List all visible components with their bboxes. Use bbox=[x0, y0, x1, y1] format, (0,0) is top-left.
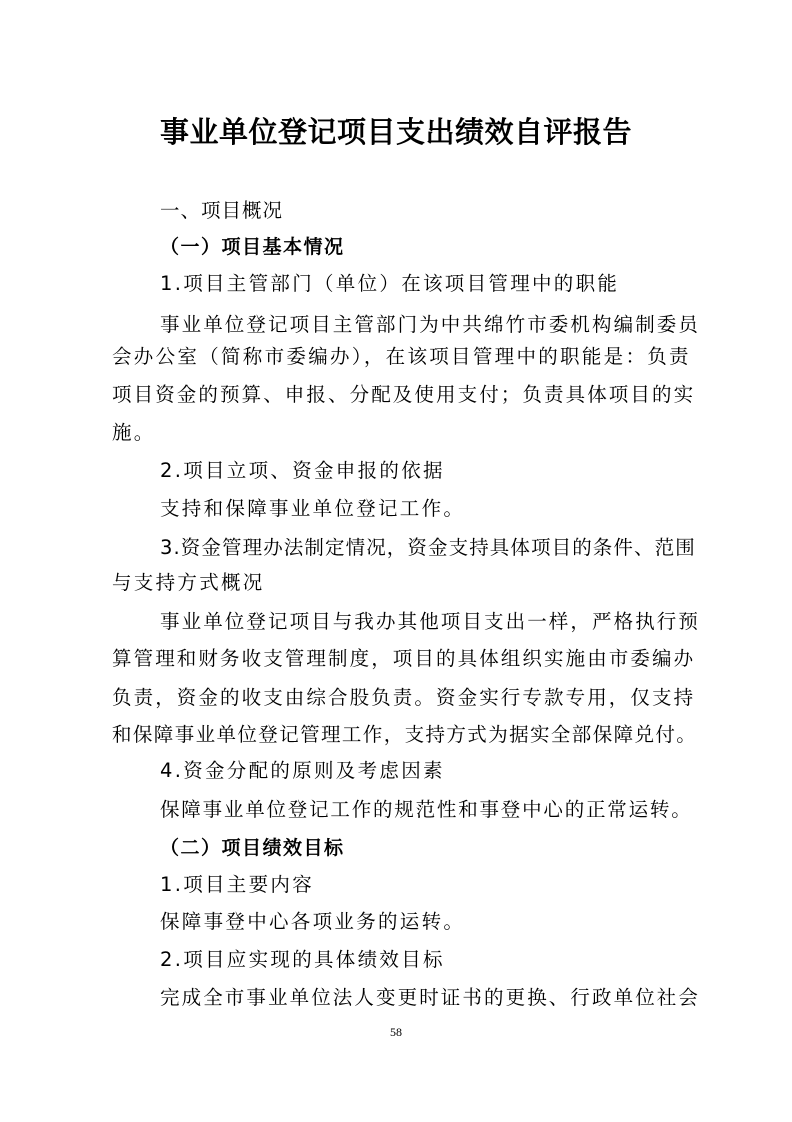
paragraph-line: 项目资金的预算、申报、分配及使用支付；负责具体项目的实 bbox=[112, 383, 696, 406]
paragraph-line: 事业单位登记项目主管部门为中共绵竹市委机构编制委员 bbox=[160, 313, 701, 336]
paragraph-line: 保障事业单位登记工作的规范性和事登中心的正常运转。 bbox=[160, 798, 693, 821]
document-title: 事业单位登记项目支出绩效自评报告 bbox=[159, 115, 632, 149]
paragraph-line: 施。 bbox=[112, 421, 156, 444]
item-heading-department-role: 1.项目主管部门（单位）在该项目管理中的职能 bbox=[160, 272, 620, 295]
item-heading-main-content: 1.项目主要内容 bbox=[160, 873, 315, 896]
item-heading-approval-basis: 2.项目立项、资金申报的依据 bbox=[160, 459, 445, 482]
paragraph-line: 会办公室（简称市委编办），在该项目管理中的职能是：负责 bbox=[112, 345, 691, 368]
item-heading-allocation-principles: 4.资金分配的原则及考虑因素 bbox=[160, 759, 445, 782]
paragraph-line: 完成全市事业单位法人变更时证书的更换、行政单位社会 bbox=[160, 986, 701, 1009]
paragraph-line: 保障事登中心各项业务的运转。 bbox=[160, 910, 466, 933]
paragraph-line: 算管理和财务收支管理制度，项目的具体组织实施由市委编办 bbox=[112, 647, 696, 670]
paragraph-line: 事业单位登记项目与我办其他项目支出一样，严格执行预 bbox=[160, 610, 701, 633]
page-number: 58 bbox=[390, 1025, 402, 1039]
item-heading-fund-management: 3.资金管理办法制定情况，资金支持具体项目的条件、范围 bbox=[160, 536, 696, 559]
item-heading-fund-management-cont: 与支持方式概况 bbox=[112, 571, 265, 594]
paragraph-line: 支持和保障事业单位登记工作。 bbox=[160, 497, 466, 520]
section-heading-project-overview: 一、项目概况 bbox=[160, 199, 284, 222]
paragraph-line: 负责，资金的收支由综合股负责。资金实行专款专用，仅支持 bbox=[112, 686, 696, 709]
paragraph-line: 和保障事业单位登记管理工作，支持方式为据实全部保障兑付。 bbox=[112, 723, 698, 746]
subsection-heading-basic-info: （一）项目基本情况 bbox=[160, 236, 345, 258]
subsection-heading-performance-goals: （二）项目绩效目标 bbox=[160, 837, 345, 859]
item-heading-specific-goals: 2.项目应实现的具体绩效目标 bbox=[160, 948, 445, 971]
